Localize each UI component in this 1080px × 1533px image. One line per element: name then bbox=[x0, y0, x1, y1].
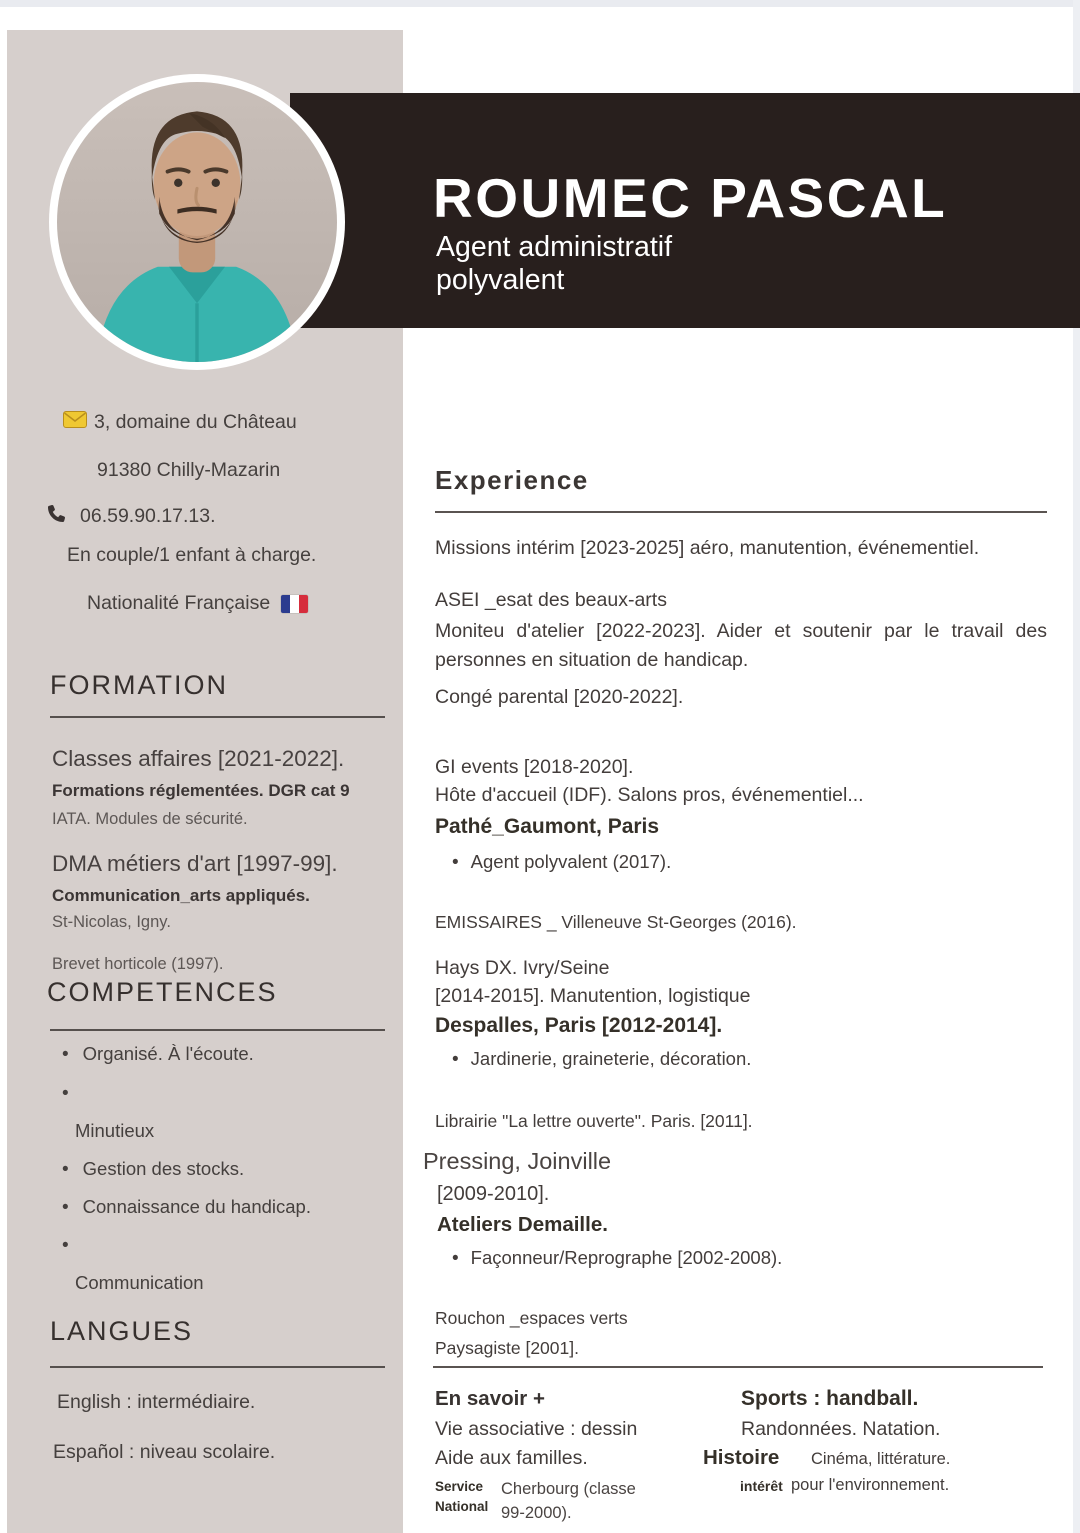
competence-item bbox=[62, 1234, 83, 1257]
formation-item2-title: DMA métiers d'art [1997-99]. bbox=[52, 851, 338, 876]
exp-pressing: Pressing, Joinville bbox=[423, 1148, 612, 1174]
service-national-value bbox=[501, 1477, 636, 1525]
exp-rouchon: Rouchon _espaces verts bbox=[435, 1308, 628, 1328]
exp-conge-parental: Congé parental [2020-2022]. bbox=[435, 686, 684, 708]
formation-item1-detail: IATA. Modules de sécurité. bbox=[52, 810, 248, 828]
competence-item: • Gestion des stocks. bbox=[62, 1158, 244, 1181]
mail-icon bbox=[63, 411, 87, 434]
langues-rule bbox=[50, 1366, 385, 1368]
phone-icon bbox=[48, 505, 65, 528]
language-spanish: Español : niveau scolaire. bbox=[53, 1441, 276, 1463]
top-edge-strip bbox=[0, 0, 1080, 7]
footer-randonnees: Randonnées. Natation. bbox=[741, 1418, 941, 1440]
langues-heading: LANGUES bbox=[50, 1316, 194, 1346]
formation-item2-subtitle: Communication_arts appliqués. bbox=[52, 886, 310, 905]
footer-more-heading: En savoir + bbox=[435, 1387, 545, 1410]
nationality-row bbox=[87, 592, 308, 615]
competence-item bbox=[62, 1082, 83, 1105]
address-line1-row bbox=[63, 411, 297, 434]
exp-paysagiste: Paysagiste [2001]. bbox=[435, 1338, 579, 1358]
language-english: English : intermédiaire. bbox=[57, 1391, 256, 1413]
exp-librairie: Librairie "La lettre ouverte". Paris. [2011]. bbox=[435, 1111, 753, 1131]
footer-service-national bbox=[435, 1477, 636, 1525]
experience-heading: Experience bbox=[435, 465, 589, 495]
address-line2: 91380 Chilly-Mazarin bbox=[97, 459, 281, 481]
exp-gi-events: GI events [2018-2020]. bbox=[435, 756, 634, 778]
footer-vie-associative: Vie associative : dessin bbox=[435, 1418, 638, 1440]
family-status: En couple/1 enfant à charge. bbox=[67, 544, 317, 566]
candidate-name: ROUMEC PASCAL bbox=[433, 167, 948, 229]
competence-item: Minutieux bbox=[75, 1120, 155, 1141]
exp-emissaires: EMISSAIRES _ Villeneuve St-Georges (2016). bbox=[435, 912, 797, 932]
exp-ateliers-demaille: Ateliers Demaille. bbox=[437, 1213, 608, 1236]
competence-item: Communication bbox=[75, 1272, 204, 1293]
formation-item1-subtitle: Formations réglementées. DGR cat 9 bbox=[52, 781, 350, 800]
competences-rule bbox=[50, 1029, 385, 1031]
exp-despalles-bullet: • Jardinerie, graineterie, décoration. bbox=[452, 1048, 751, 1071]
footer-interet-label: intérêt bbox=[740, 1478, 783, 1494]
service-label-line2: National bbox=[435, 1499, 489, 1514]
formation-item2-detail: St-Nicolas, Igny. bbox=[52, 913, 171, 931]
exp-pathe-bullet: • Agent polyvalent (2017). bbox=[452, 851, 671, 874]
footer-histoire-value: Cinéma, littérature. bbox=[811, 1450, 951, 1468]
exp-hays-line1: Hays DX. Ivry/Seine bbox=[435, 957, 610, 979]
profile-photo-ring bbox=[49, 74, 345, 370]
competence-item: • Connaissance du handicap. bbox=[62, 1196, 311, 1219]
phone-number: 06.59.90.17.13. bbox=[80, 505, 216, 527]
exp-asei-description: Moniteu d'atelier [2022-2023]. Aider et soutenir par le travail des personnes en situation de handicap. bbox=[435, 620, 1047, 671]
nationality-text: Nationalité Française bbox=[87, 592, 271, 614]
service-national-label bbox=[435, 1477, 493, 1525]
address-line1: 3, domaine du Château bbox=[94, 411, 297, 433]
service-value-line1: Cherbourg (classe bbox=[501, 1480, 636, 1498]
candidate-title-line2: polyvalent bbox=[436, 264, 565, 296]
footer-interet-value: pour l'environnement. bbox=[791, 1476, 950, 1494]
footer-histoire-label: Histoire bbox=[703, 1446, 780, 1469]
footer-rule bbox=[433, 1366, 1043, 1368]
exp-pressing-dates: [2009-2010]. bbox=[437, 1183, 550, 1205]
formation-rule bbox=[50, 716, 385, 718]
formation-heading: FORMATION bbox=[50, 670, 228, 700]
formation-item3-detail: Brevet horticole (1997). bbox=[52, 955, 224, 973]
competence-item: • Organisé. À l'écoute. bbox=[62, 1043, 254, 1066]
experience-rule bbox=[435, 511, 1047, 513]
service-label-line1: Service bbox=[435, 1479, 484, 1494]
exp-despalles: Despalles, Paris [2012-2014]. bbox=[435, 1014, 723, 1037]
footer-aide-familles: Aide aux familles. bbox=[435, 1447, 588, 1469]
portrait-illustration bbox=[57, 82, 337, 362]
profile-photo bbox=[57, 82, 337, 362]
footer-sports-heading: Sports : handball. bbox=[741, 1387, 919, 1410]
candidate-title bbox=[436, 231, 672, 297]
french-flag-icon bbox=[281, 595, 308, 613]
exp-missions-interim: Missions intérim [2023-2025] aéro, manutention, événementiel. bbox=[435, 537, 980, 559]
formation-item1-title: Classes affaires [2021-2022]. bbox=[52, 746, 345, 771]
candidate-title-line1: Agent administratif bbox=[436, 231, 673, 263]
competences-heading: COMPETENCES bbox=[47, 977, 278, 1007]
exp-asei-title: ASEI _esat des beaux-arts bbox=[435, 589, 667, 611]
phone-row bbox=[48, 505, 216, 528]
exp-pathe-gaumont: Pathé_Gaumont, Paris bbox=[435, 815, 660, 838]
exp-ateliers-bullet: • Façonneur/Reprographe [2002-2008). bbox=[452, 1247, 782, 1270]
exp-hays-line2: [2014-2015]. Manutention, logistique bbox=[435, 985, 751, 1007]
service-value-line2: 99-2000). bbox=[501, 1504, 572, 1522]
exp-hote-accueil: Hôte d'accueil (IDF). Salons pros, événementiel... bbox=[435, 784, 864, 806]
